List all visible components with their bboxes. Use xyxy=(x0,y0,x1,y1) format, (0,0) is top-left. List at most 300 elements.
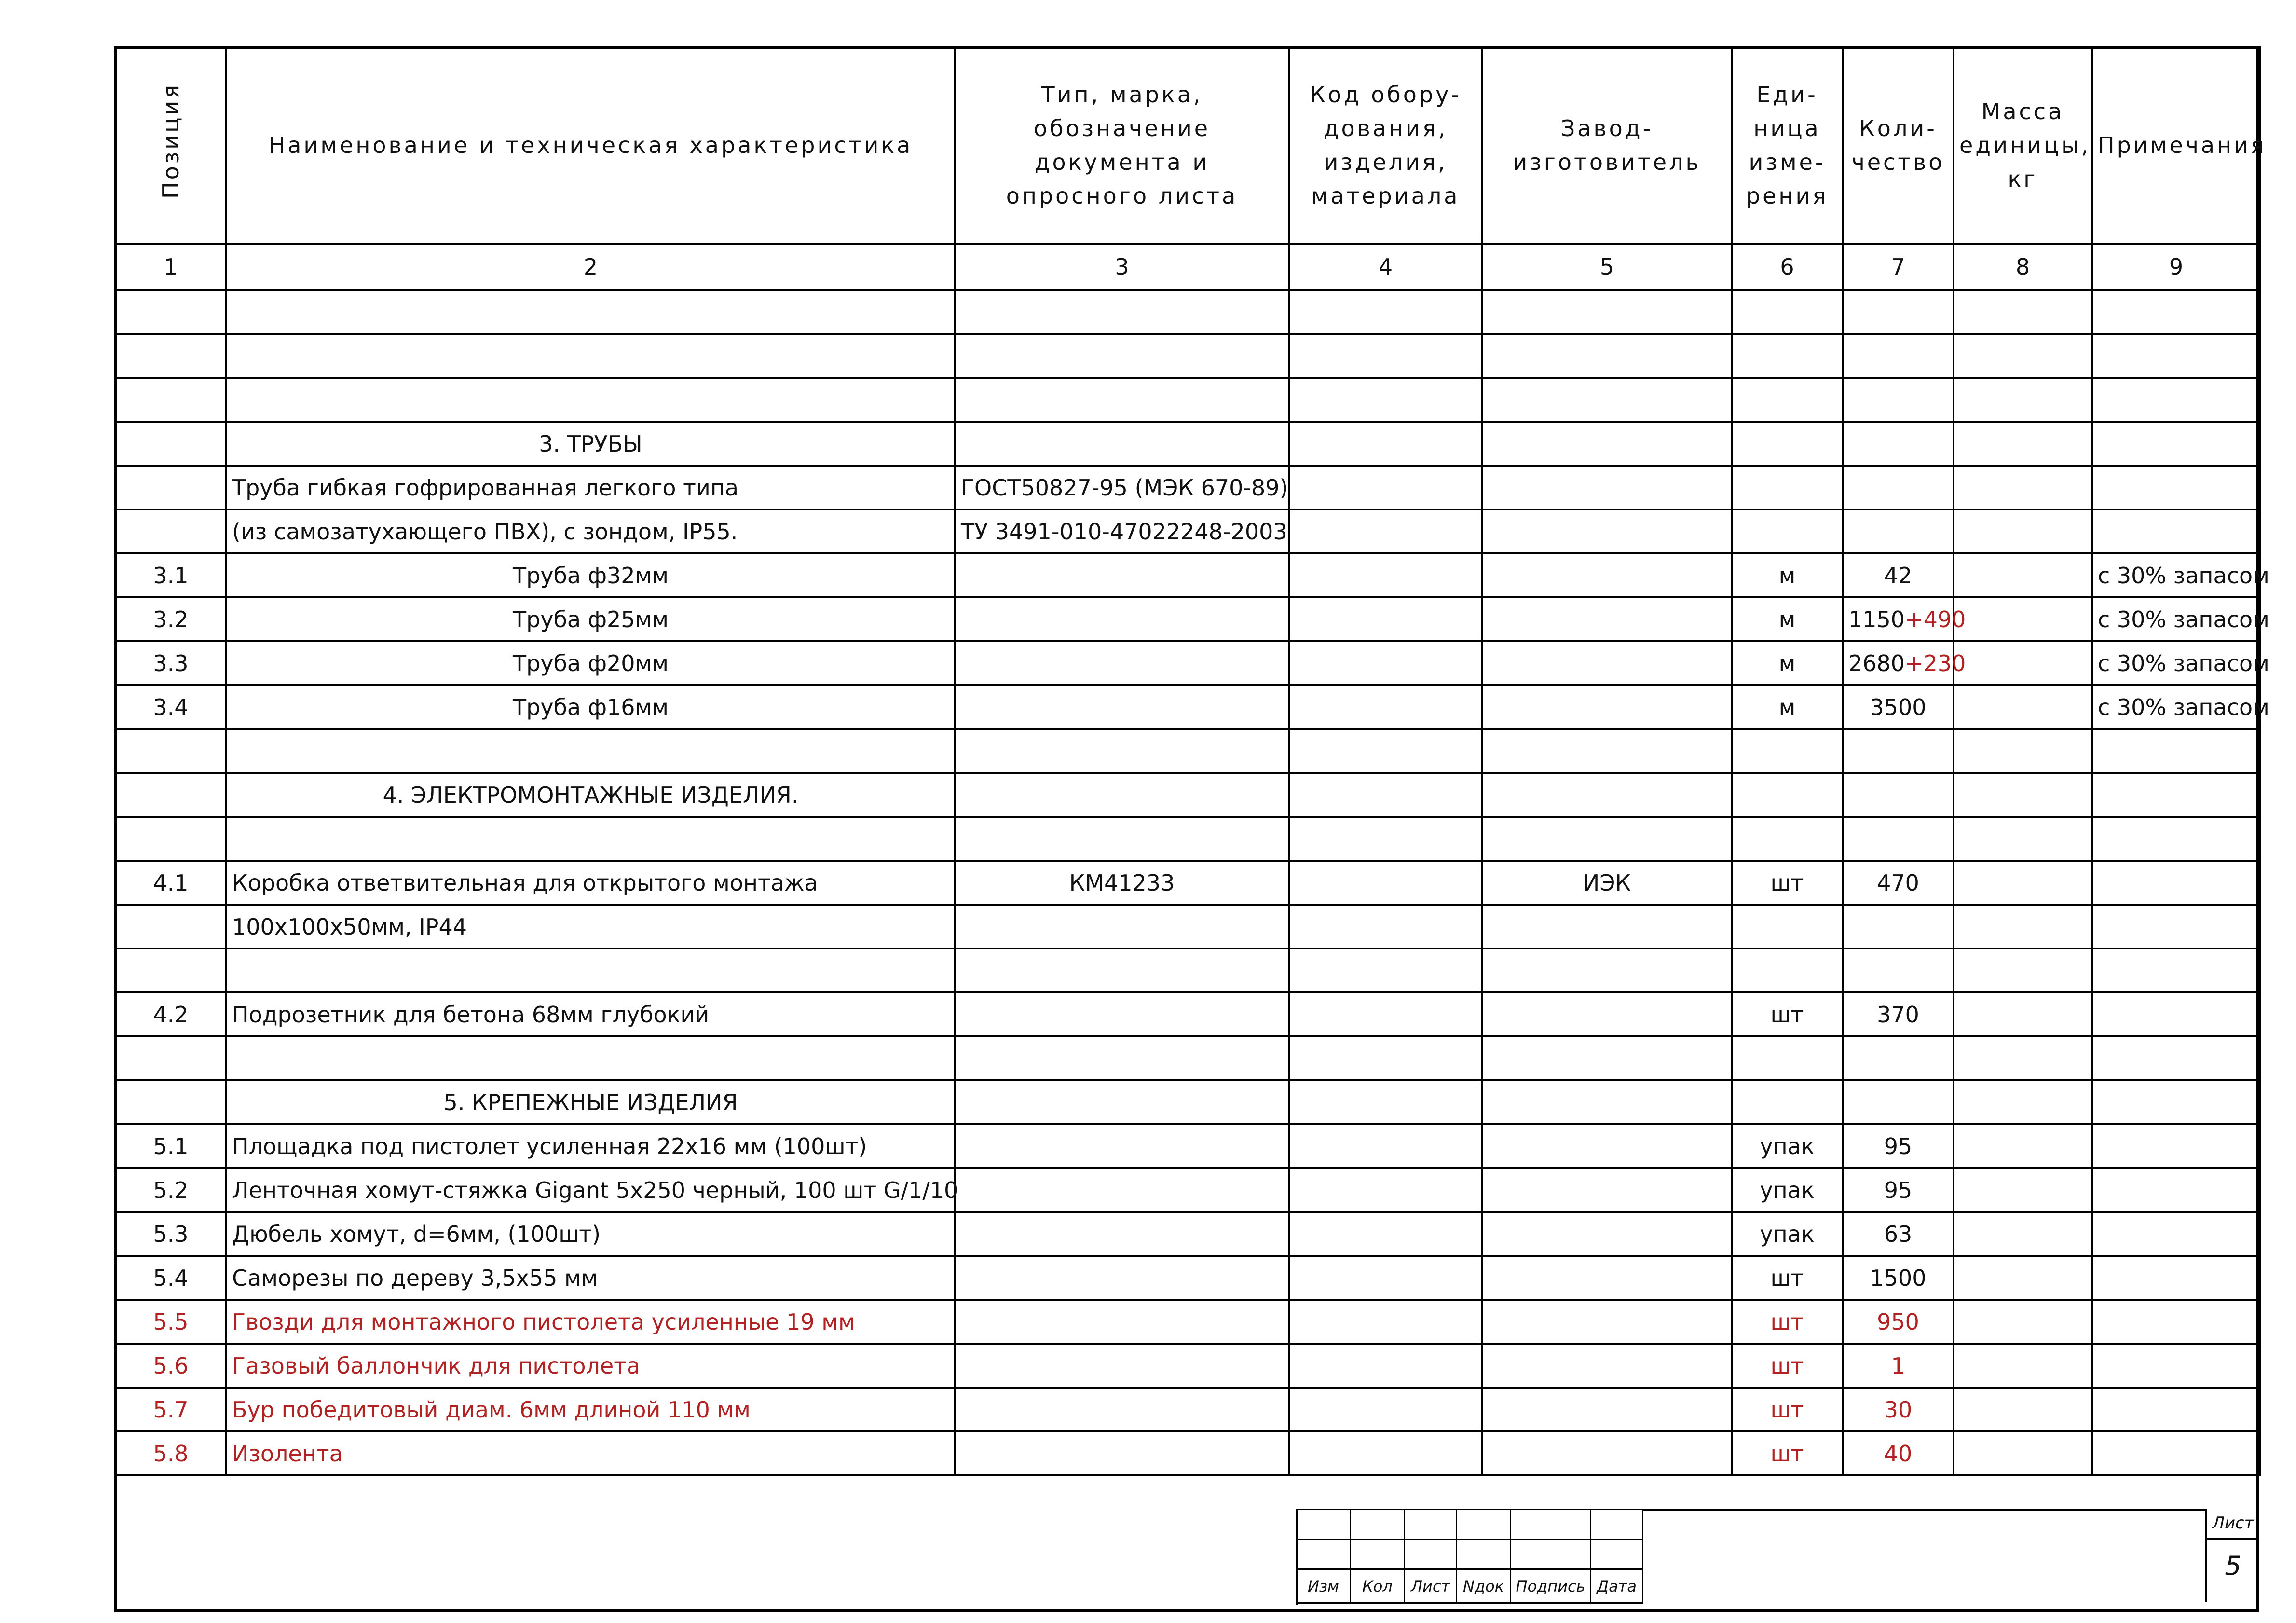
type-cell xyxy=(955,1036,1289,1080)
code-cell xyxy=(1289,1431,1482,1475)
quantity-cell xyxy=(1843,290,1954,334)
table-row xyxy=(115,466,2260,509)
table-row xyxy=(115,1212,2260,1256)
stamp-label-izm: Изм xyxy=(1297,1569,1351,1603)
quantity-cell xyxy=(1843,1388,1954,1431)
quantity-cell xyxy=(1843,1300,1954,1344)
mass-cell xyxy=(1954,1300,2092,1344)
code-cell xyxy=(1289,1036,1482,1080)
manufacturer-cell xyxy=(1482,290,1732,334)
quantity-value: 95 xyxy=(1884,1133,1913,1159)
notes-cell xyxy=(2092,949,2260,992)
position-cell: 3.1 xyxy=(115,553,226,597)
quantity-cell xyxy=(1843,509,1954,553)
name-cell: Труба гибкая гофрированная легкого типа xyxy=(226,466,955,509)
manufacturer-cell xyxy=(1482,992,1732,1036)
position-cell xyxy=(115,422,226,466)
notes-cell xyxy=(2092,1168,2260,1212)
type-cell: КМ41233 xyxy=(955,861,1289,905)
unit-cell xyxy=(1732,466,1843,509)
header-type: Тип, марка, обозначение документа и опросного листа xyxy=(955,47,1289,244)
code-cell xyxy=(1289,729,1482,773)
mass-cell xyxy=(1954,378,2092,422)
name-cell: Коробка ответвительная для открытого монтажа xyxy=(226,861,955,905)
unit-cell xyxy=(1732,1036,1843,1080)
quantity-cell xyxy=(1843,685,1954,729)
manufacturer-cell xyxy=(1482,1036,1732,1080)
name-cell: Площадка под пистолет усиленная 22х16 мм (100шт) xyxy=(226,1124,955,1168)
notes-cell xyxy=(2092,466,2260,509)
column-number: 2 xyxy=(226,244,955,290)
manufacturer-cell xyxy=(1482,553,1732,597)
header-name: Наименование и техническая характеристика xyxy=(226,47,955,244)
sheet-number: 5 xyxy=(2225,1551,2241,1581)
unit-cell xyxy=(1732,290,1843,334)
type-cell xyxy=(955,422,1289,466)
unit-cell: м xyxy=(1732,641,1843,685)
notes-cell xyxy=(2092,1124,2260,1168)
notes-cell xyxy=(2092,1080,2260,1124)
position-cell xyxy=(115,378,226,422)
quantity-value: 1150 xyxy=(1848,606,1905,633)
notes-cell xyxy=(2092,1300,2260,1344)
header-row xyxy=(115,47,2260,244)
name-cell xyxy=(226,729,955,773)
code-cell xyxy=(1289,290,1482,334)
mass-cell xyxy=(1954,290,2092,334)
position-cell: 5.6 xyxy=(115,1344,226,1388)
name-cell: Бур победитовый диам. 6мм длиной 110 мм xyxy=(226,1388,955,1431)
manufacturer-cell xyxy=(1482,773,1732,817)
stamp-cell xyxy=(1457,1540,1511,1569)
notes-cell: с 30% запасом xyxy=(2092,597,2260,641)
mass-cell xyxy=(1954,641,2092,685)
type-cell xyxy=(955,773,1289,817)
type-cell xyxy=(955,1431,1289,1475)
type-cell xyxy=(955,597,1289,641)
quantity-value: 95 xyxy=(1884,1177,1913,1203)
quantity-cell xyxy=(1843,773,1954,817)
notes-cell xyxy=(2092,422,2260,466)
stamp-cell xyxy=(1351,1540,1405,1569)
manufacturer-cell xyxy=(1482,1300,1732,1344)
name-cell xyxy=(226,334,955,378)
mass-cell xyxy=(1954,817,2092,861)
unit-cell xyxy=(1732,422,1843,466)
name-cell xyxy=(226,1036,955,1080)
table-row xyxy=(115,1344,2260,1388)
code-cell xyxy=(1289,992,1482,1036)
unit-cell: м xyxy=(1732,597,1843,641)
notes-cell: с 30% запасом xyxy=(2092,641,2260,685)
stamp-label-signature: Подпись xyxy=(1511,1569,1591,1603)
notes-cell xyxy=(2092,992,2260,1036)
stamp-row xyxy=(1297,1510,1643,1540)
stamp-label-row xyxy=(1297,1569,1643,1603)
position-cell xyxy=(115,729,226,773)
mass-cell xyxy=(1954,334,2092,378)
quantity-value: 470 xyxy=(1877,869,1919,896)
quantity-cell xyxy=(1843,905,1954,949)
name-cell: 100х100х50мм, IP44 xyxy=(226,905,955,949)
code-cell xyxy=(1289,949,1482,992)
name-cell: Ленточная хомут-стяжка Gigant 5х250 черный, 100 шт G/1/10 xyxy=(226,1168,955,1212)
sheet-number-box xyxy=(2205,1509,2259,1602)
stamp-label-date: Дата xyxy=(1591,1569,1643,1603)
name-cell: (из самозатухающего ПВХ), с зондом, IP55. xyxy=(226,509,955,553)
quantity-value: 40 xyxy=(1884,1440,1913,1467)
column-number-row xyxy=(115,244,2260,290)
type-cell xyxy=(955,817,1289,861)
name-cell: Газовый баллончик для пистолета xyxy=(226,1344,955,1388)
code-cell xyxy=(1289,378,1482,422)
quantity-cell xyxy=(1843,378,1954,422)
code-cell xyxy=(1289,466,1482,509)
name-cell: 5. КРЕПЕЖНЫЕ ИЗДЕЛИЯ xyxy=(226,1080,955,1124)
name-cell xyxy=(226,949,955,992)
type-cell xyxy=(955,641,1289,685)
quantity-cell xyxy=(1843,466,1954,509)
position-cell: 5.3 xyxy=(115,1212,226,1256)
manufacturer-cell xyxy=(1482,466,1732,509)
unit-cell xyxy=(1732,729,1843,773)
table-row xyxy=(115,641,2260,685)
code-cell xyxy=(1289,509,1482,553)
code-cell xyxy=(1289,1124,1482,1168)
notes-cell xyxy=(2092,861,2260,905)
manufacturer-cell xyxy=(1482,685,1732,729)
quantity-cell xyxy=(1843,597,1966,641)
code-cell xyxy=(1289,553,1482,597)
quantity-cell xyxy=(1843,729,1954,773)
position-cell xyxy=(115,1036,226,1080)
name-cell: Дюбель хомут, d=6мм, (100шт) xyxy=(226,1212,955,1256)
table-row xyxy=(115,773,2260,817)
position-cell: 5.5 xyxy=(115,1300,226,1344)
column-number: 3 xyxy=(955,244,1289,290)
type-cell: ТУ 3491-010-47022248-2003 xyxy=(955,509,1289,553)
table-row xyxy=(115,992,2260,1036)
quantity-cell xyxy=(1843,1168,1954,1212)
table-row xyxy=(115,905,2260,949)
code-cell xyxy=(1289,1080,1482,1124)
table-row xyxy=(115,553,2260,597)
unit-cell: м xyxy=(1732,553,1843,597)
notes-cell xyxy=(2092,729,2260,773)
mass-cell xyxy=(1954,1256,2092,1300)
header-quantity: Коли-чество xyxy=(1843,47,1954,244)
mass-cell xyxy=(1954,466,2092,509)
notes-cell: с 30% запасом xyxy=(2092,685,2260,729)
manufacturer-cell xyxy=(1482,1344,1732,1388)
table-row xyxy=(115,1124,2260,1168)
unit-cell: упак xyxy=(1732,1212,1843,1256)
header-notes: Примечания xyxy=(2092,47,2260,244)
position-cell xyxy=(115,817,226,861)
unit-cell: упак xyxy=(1732,1124,1843,1168)
unit-cell xyxy=(1732,334,1843,378)
stamp-top-line xyxy=(1642,1509,2205,1511)
manufacturer-cell xyxy=(1482,378,1732,422)
position-cell: 5.8 xyxy=(115,1431,226,1475)
manufacturer-cell xyxy=(1482,334,1732,378)
name-cell xyxy=(226,290,955,334)
table-row xyxy=(115,334,2260,378)
notes-cell xyxy=(2092,334,2260,378)
table-row xyxy=(115,1388,2260,1431)
type-cell xyxy=(955,290,1289,334)
position-cell: 4.2 xyxy=(115,992,226,1036)
mass-cell xyxy=(1954,1168,2092,1212)
column-number: 7 xyxy=(1843,244,1954,290)
mass-cell xyxy=(1954,1388,2092,1431)
quantity-cell xyxy=(1843,992,1954,1036)
mass-cell xyxy=(1954,773,2092,817)
mass-cell xyxy=(1954,1212,2092,1256)
type-cell xyxy=(955,729,1289,773)
unit-cell: шт xyxy=(1732,1431,1843,1475)
type-cell xyxy=(955,1168,1289,1212)
manufacturer-cell xyxy=(1482,1080,1732,1124)
type-cell xyxy=(955,1300,1289,1344)
code-cell xyxy=(1289,334,1482,378)
table-row xyxy=(115,729,2260,773)
type-cell xyxy=(955,1256,1289,1300)
unit-cell xyxy=(1732,949,1843,992)
quantity-cell xyxy=(1843,1431,1954,1475)
mass-cell xyxy=(1954,597,2092,641)
unit-cell xyxy=(1732,509,1843,553)
mass-cell xyxy=(1954,1124,2092,1168)
manufacturer-cell xyxy=(1482,509,1732,553)
name-cell: Гвозди для монтажного пистолета усиленные 19 мм xyxy=(226,1300,955,1344)
table-row xyxy=(115,861,2260,905)
quantity-value: 370 xyxy=(1877,1001,1919,1028)
header-position: Позиция xyxy=(115,47,226,244)
name-cell: Труба ф32мм xyxy=(226,553,955,597)
table-row xyxy=(115,1256,2260,1300)
quantity-cell xyxy=(1843,422,1954,466)
stamp-label-list: Лист xyxy=(1405,1569,1457,1603)
name-cell: 3. ТРУБЫ xyxy=(226,422,955,466)
stamp-cell xyxy=(1591,1540,1643,1569)
manufacturer-cell xyxy=(1482,1212,1732,1256)
name-cell: Труба ф16мм xyxy=(226,685,955,729)
table-row xyxy=(115,1431,2260,1475)
table-row xyxy=(115,1036,2260,1080)
manufacturer-cell xyxy=(1482,817,1732,861)
notes-cell xyxy=(2092,773,2260,817)
notes-cell xyxy=(2092,1388,2260,1431)
table-row xyxy=(115,290,2260,334)
quantity-value: 950 xyxy=(1877,1308,1919,1335)
stamp-cell xyxy=(1405,1540,1457,1569)
name-cell xyxy=(226,378,955,422)
mass-cell xyxy=(1954,422,2092,466)
quantity-value: 1 xyxy=(1891,1352,1905,1379)
quantity-value: 2680 xyxy=(1848,650,1905,676)
sheet-label: Лист xyxy=(2207,1509,2259,1540)
mass-cell xyxy=(1954,685,2092,729)
code-cell xyxy=(1289,1388,1482,1431)
mass-cell xyxy=(1954,992,2092,1036)
title-block-revisions xyxy=(1296,1509,1643,1604)
quantity-cell xyxy=(1843,1124,1954,1168)
notes-cell xyxy=(2092,905,2260,949)
manufacturer-cell xyxy=(1482,905,1732,949)
code-cell xyxy=(1289,1344,1482,1388)
position-cell xyxy=(115,905,226,949)
column-number: 5 xyxy=(1482,244,1732,290)
type-cell xyxy=(955,1212,1289,1256)
code-cell xyxy=(1289,905,1482,949)
position-cell xyxy=(115,334,226,378)
stamp-cell xyxy=(1591,1510,1643,1540)
stamp-cell xyxy=(1297,1540,1351,1569)
notes-cell xyxy=(2092,509,2260,553)
stamp-cell xyxy=(1511,1540,1591,1569)
manufacturer-cell xyxy=(1482,1431,1732,1475)
type-cell xyxy=(955,905,1289,949)
specification-table xyxy=(114,46,2269,1476)
table-row xyxy=(115,422,2260,466)
quantity-cell xyxy=(1843,817,1954,861)
name-cell: Труба ф20мм xyxy=(226,641,955,685)
quantity-cell xyxy=(1843,1212,1954,1256)
notes-cell xyxy=(2092,1344,2260,1388)
stamp-cell xyxy=(1351,1510,1405,1540)
manufacturer-cell xyxy=(1482,949,1732,992)
manufacturer-cell xyxy=(1482,1124,1732,1168)
position-cell: 3.4 xyxy=(115,685,226,729)
quantity-cell xyxy=(1843,334,1954,378)
unit-cell: шт xyxy=(1732,1344,1843,1388)
type-cell xyxy=(955,378,1289,422)
code-cell xyxy=(1289,1168,1482,1212)
manufacturer-cell xyxy=(1482,1256,1732,1300)
table-row xyxy=(115,685,2260,729)
quantity-value: 1500 xyxy=(1870,1265,1927,1291)
manufacturer-cell xyxy=(1482,729,1732,773)
unit-cell: шт xyxy=(1732,1256,1843,1300)
code-cell xyxy=(1289,1300,1482,1344)
name-cell: Саморезы по дереву 3,5х55 мм xyxy=(226,1256,955,1300)
header-code: Код обору-дования, изделия, материала xyxy=(1289,47,1482,244)
position-cell xyxy=(115,509,226,553)
notes-cell xyxy=(2092,817,2260,861)
unit-cell: шт xyxy=(1732,992,1843,1036)
table-row xyxy=(115,949,2260,992)
type-cell xyxy=(955,334,1289,378)
stamp-cell xyxy=(1457,1510,1511,1540)
code-cell xyxy=(1289,1256,1482,1300)
code-cell xyxy=(1289,422,1482,466)
header-mass: Масса единицы, кг xyxy=(1954,47,2092,244)
mass-cell xyxy=(1954,553,2092,597)
mass-cell xyxy=(1954,1344,2092,1388)
type-cell xyxy=(955,553,1289,597)
quantity-cell xyxy=(1843,641,1966,685)
quantity-value: 30 xyxy=(1884,1396,1913,1423)
quantity-addition: +490 xyxy=(1905,606,1966,633)
manufacturer-cell xyxy=(1482,1168,1732,1212)
quantity-value: 42 xyxy=(1884,562,1913,589)
mass-cell xyxy=(1954,1080,2092,1124)
table-row xyxy=(115,378,2260,422)
stamp-cell xyxy=(1297,1510,1351,1540)
quantity-cell xyxy=(1843,1080,1954,1124)
quantity-cell xyxy=(1843,949,1954,992)
type-cell xyxy=(955,992,1289,1036)
mass-cell xyxy=(1954,949,2092,992)
stamp-row xyxy=(1297,1540,1643,1569)
mass-cell xyxy=(1954,861,2092,905)
mass-cell xyxy=(1954,509,2092,553)
stamp-cell xyxy=(1511,1510,1591,1540)
specification-body xyxy=(115,290,2269,1475)
name-cell: 4. ЭЛЕКТРОМОНТАЖНЫЕ ИЗДЕЛИЯ. xyxy=(226,773,955,817)
column-number: 1 xyxy=(115,244,226,290)
unit-cell: шт xyxy=(1732,1388,1843,1431)
header-manufacturer: Завод-изготовитель xyxy=(1482,47,1732,244)
position-cell: 5.2 xyxy=(115,1168,226,1212)
position-cell xyxy=(115,773,226,817)
unit-cell: м xyxy=(1732,685,1843,729)
mass-cell xyxy=(1954,905,2092,949)
position-cell: 5.1 xyxy=(115,1124,226,1168)
notes-cell xyxy=(2092,1256,2260,1300)
code-cell xyxy=(1289,861,1482,905)
notes-cell xyxy=(2092,290,2260,334)
table-row xyxy=(115,817,2260,861)
unit-cell xyxy=(1732,817,1843,861)
unit-cell xyxy=(1732,378,1843,422)
manufacturer-cell xyxy=(1482,422,1732,466)
column-number: 4 xyxy=(1289,244,1482,290)
unit-cell xyxy=(1732,905,1843,949)
position-cell xyxy=(115,466,226,509)
quantity-cell xyxy=(1843,861,1954,905)
mass-cell xyxy=(1954,1431,2092,1475)
header-unit: Еди-ница изме-рения xyxy=(1732,47,1843,244)
unit-cell xyxy=(1732,1080,1843,1124)
mass-cell xyxy=(1954,1036,2092,1080)
type-cell xyxy=(955,949,1289,992)
type-cell: ГОСТ50827-95 (МЭК 670-89) xyxy=(955,466,1289,509)
quantity-cell xyxy=(1843,1344,1954,1388)
type-cell xyxy=(955,685,1289,729)
code-cell xyxy=(1289,1212,1482,1256)
code-cell xyxy=(1289,817,1482,861)
column-number: 8 xyxy=(1954,244,2092,290)
mass-cell xyxy=(1954,729,2092,773)
type-cell xyxy=(955,1080,1289,1124)
quantity-value: 63 xyxy=(1884,1221,1913,1247)
name-cell: Изолента xyxy=(226,1431,955,1475)
unit-cell: шт xyxy=(1732,861,1843,905)
manufacturer-cell: ИЭК xyxy=(1482,861,1732,905)
stamp-label-kol: Кол xyxy=(1351,1569,1405,1603)
type-cell xyxy=(955,1124,1289,1168)
manufacturer-cell xyxy=(1482,1388,1732,1431)
position-cell xyxy=(115,290,226,334)
position-cell: 4.1 xyxy=(115,861,226,905)
column-number: 6 xyxy=(1732,244,1843,290)
quantity-value: 3500 xyxy=(1870,694,1927,720)
table-row xyxy=(115,1080,2260,1124)
position-cell: 3.3 xyxy=(115,641,226,685)
type-cell xyxy=(955,1388,1289,1431)
